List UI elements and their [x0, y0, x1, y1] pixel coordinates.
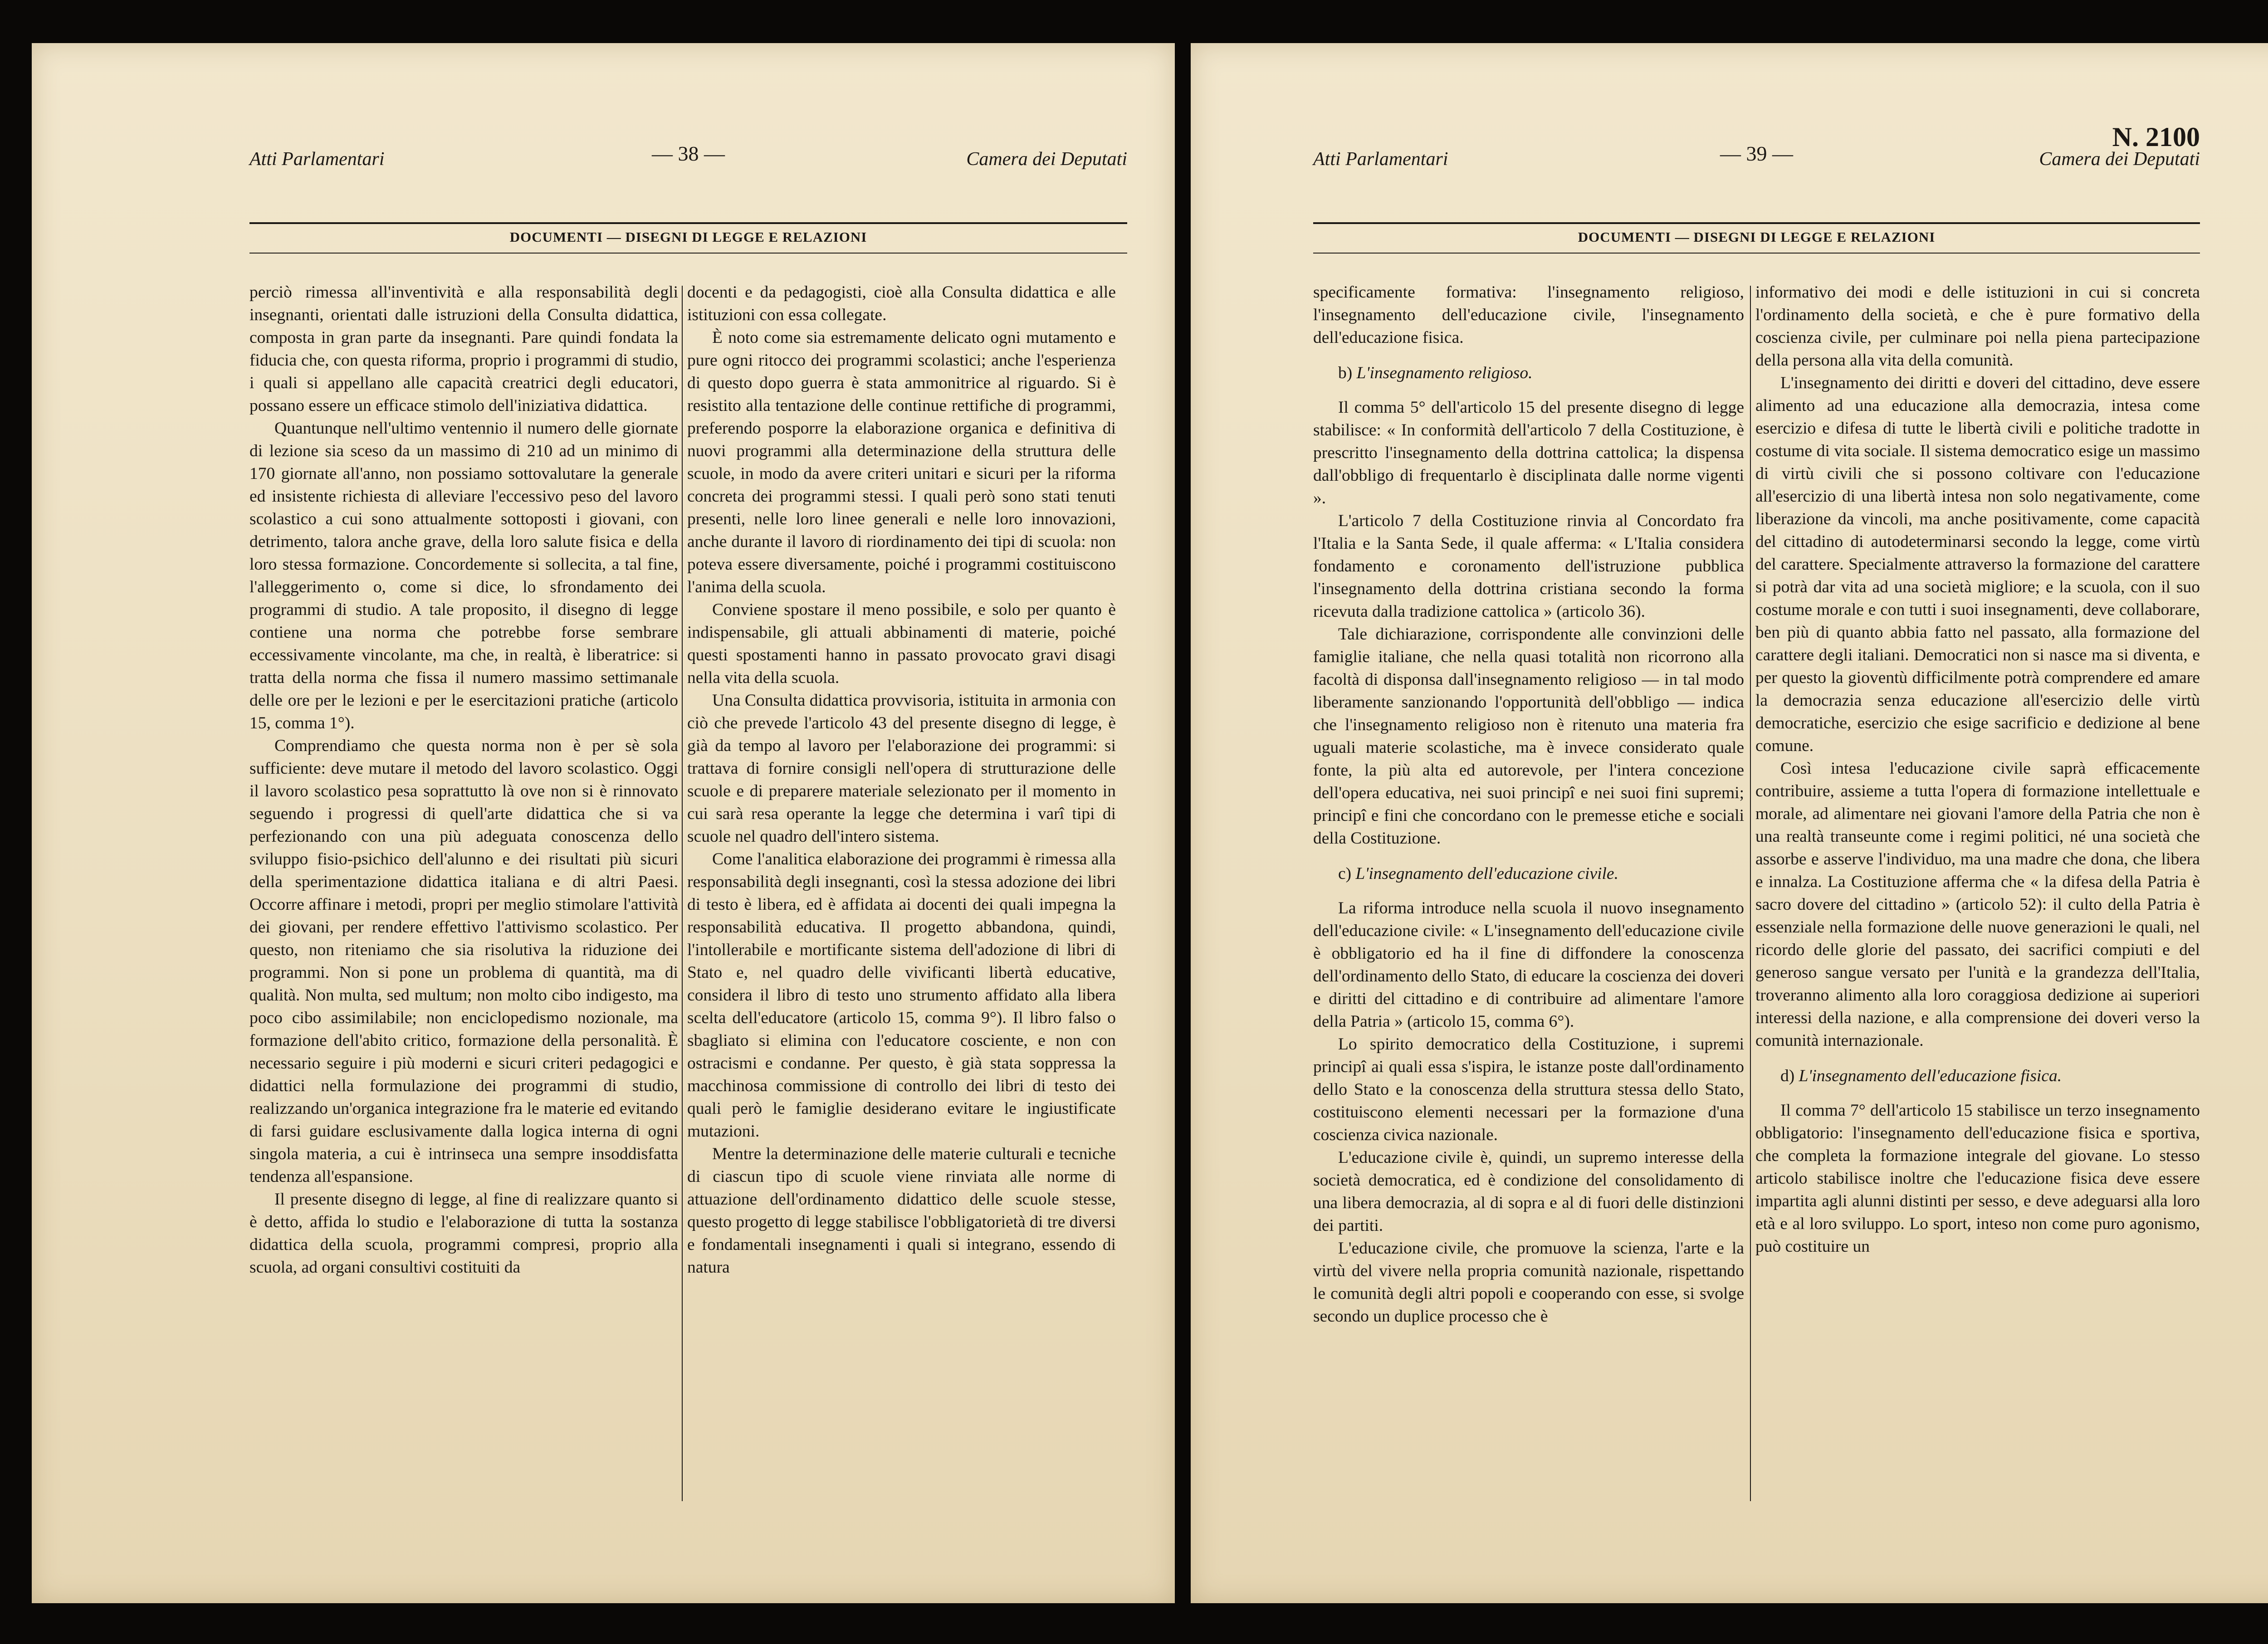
- heading-title: L'insegnamento religioso.: [1356, 364, 1533, 382]
- page-right: [1191, 43, 2268, 1603]
- paragraph: Così intesa l'educazione civile saprà efficacemente contribuire, assieme a tutta l'opera di formazione intellettuale e morale, ad alimentare nei giovani l'amore della Patria che non è una realtà transeunte come i regimi politici, né una società che assorbe e asserve l'individuo, ma una madre che dona, che libera e innalza. La Costituzione afferma che « la difesa della Patria è sacro dovere del cittadino » (articolo 52): il culto della Patria è essenziale nella formazione delle nuove generazioni le quali, nel ricordo delle glorie del passato, dei sacrifici compiuti e del generoso sangue versato per l'unità e la grandezza dell'Italia, troveranno alimento alla loro coraggiosa dedizione ai superiori interessi della nazione, e alla comprensione dei doveri verso la comunità internazionale.: [1755, 759, 2200, 1050]
- paragraph: Tale dichiarazione, corrispondente alle convinzioni delle famiglie italiane, che nella quasi totalità non ricorrono alla facoltà di disponsa dall'insegnamento religioso — in tal modo liberamente sanzionando l'opportunità dell'obbligo — indica che l'insegnamento religioso non è ritenuto una materia fra uguali materie scolastiche, ma è invece considerato quale fonte, la più alta ed autorevole, per l'intera concezione dell'opera educativa, nei suoi principî e nei suoi fini supremi; principî e fini che concordano con le premesse etiche e sociali della Costituzione.: [1313, 625, 1744, 848]
- paragraph: Conviene spostare il meno possibile, e solo per quanto è indispensabile, gli attuali abbinamenti di materie, poiché questi spostamenti hanno in passato provocato gravi disagi nella vita della scuola.: [687, 600, 1116, 687]
- paragraph: Il comma 7° dell'articolo 15 stabilisce un terzo insegnamento obbligatorio: l'insegnamento dell'educazione fisica e sportiva, che completa la formazione integrale del giovane. Lo stesso articolo stabilisce inoltre che l'educazione fisica deve essere impartita agli alunni distinti per sesso, e deve adeguarsi alla loro età e al loro sviluppo. Lo sport, inteso non come puro agonismo, può costituire un: [1755, 1101, 2200, 1256]
- section-heading-b: [1313, 362, 1744, 385]
- paragraph: docenti e da pedagogisti, cioè alla Consulta didattica e alle istituzioni con essa collegate.: [687, 283, 1116, 324]
- heading-title: L'insegnamento dell'educazione fisica.: [1799, 1067, 2062, 1085]
- paragraph: La riforma introduce nella scuola il nuovo insegnamento dell'educazione civile: « L'insegnamento dell'educazione civile è obbligatorio ed ha il fine di diffondere la conoscenza dell'ordinamento dello Stato, di educare la coscienza dei doveri e diritti del cittadino e di contribuire ad alimentare l'amore della Patria » (articolo 15, comma 6°).: [1313, 899, 1744, 1031]
- subheader-rule: [1313, 253, 2200, 254]
- document-number: N. 2100: [2112, 122, 2200, 152]
- header-rule: [1313, 222, 2200, 224]
- text-column-2: [687, 281, 1116, 1279]
- header-camera-dei-deputati: Camera dei Deputati: [2039, 149, 2200, 170]
- paragraph: Come l'analitica elaborazione dei programmi è rimessa alla responsabilità degli insegnanti, così la stessa adozione dei libri di testo è libera, ed è affidata ai docenti dei quali impegna la responsabilità educativa. Il progetto abbandona, quindi, l'intollerabile e mortificante sistema dell'adozione di libri di Stato e, nel quadro delle vivificanti libertà educative, considera il libro di testo uno strumento affidato alla libera scelta dell'educatore (articolo 15, comma 9°). Il libro falso o sbagliato si elimina con l'educatore cosciente, e non con ostracismi e condanne. Per questo, è già stata soppressa la macchinosa commissione di controllo dei libri di testo dei quali però le famiglie desiderano evitare le ingiustificate mutazioni.: [687, 850, 1116, 1141]
- paragraph: Lo spirito democratico della Costituzione, i supremi principî ai quali essa s'ispira, le istanze poste dall'ordinamento dello Stato e la conoscenza della struttura stessa dello Stato, costituiscono elementi necessari per la formazione d'una coscienza civica nazionale.: [1313, 1035, 1744, 1144]
- heading-title: L'insegnamento dell'educazione civile.: [1355, 864, 1618, 883]
- running-header-right: [1313, 122, 2200, 170]
- paragraph: L'articolo 7 della Costituzione rinvia al Concordato fra l'Italia e la Santa Sede, il quale afferma: « L'Italia considera fondamento e coronamento dell'istruzione pubblica l'insegnamento della dottrina cristiana secondo la forma ricevuta dalla tradizione cattolica » (articolo 36).: [1313, 512, 1744, 621]
- section-heading-c: [1313, 863, 1744, 885]
- paragraph: Il presente disegno di legge, al fine di realizzare quanto si è detto, affida lo studio e l'elaborazione di tutta la sostanza didattica della scuola, programmi compresi, proprio alla scuola, ad organi consultivi costituiti da: [249, 1190, 678, 1277]
- header-atti-parlamentari: Atti Parlamentari: [1313, 149, 1448, 170]
- page-number: — 39 —: [1720, 142, 1793, 165]
- page-number: — 38 —: [652, 142, 725, 165]
- paragraph: Comprendiamo che questa norma non è per sè sola sufficiente: deve mutare il metodo del lavoro scolastico. Oggi il lavoro scolastico pesa soprattutto là ove non si è rinnovato seguendo i progressi di quell'arte didattica che si va perfezionando con una più adeguata conoscenza dello sviluppo fisio-psichico dell'alunno e dei risultati più sicuri della sperimentazione didattica italiana e di altri Paesi. Occorre affinare i metodi, propri per meglio stimolare l'attività dei giovani, per rendere effettivo l'attivismo scolastico. Per questo, non riteniamo che sia risolutiva la riduzione dei programmi. Non si pone un problema di quantità, ma di qualità. Non multa, sed multum; non molto cibo indigesto, ma poco cibo assimilabile; non enciclopedismo nozionale, ma formazione dell'abito critico, formazione della personalità. È necessario seguire i più moderni e sicuri criteri pedagogici e didattici nella formulazione dei programmi di studio, realizzando un'organica integrazione fra le materie ed evitando di farsi guidare esclusivamente dalla logica interna di ogni singola materia, a cui è intrinseca una sempre insoddisfatta tendenza all'espansione.: [249, 737, 678, 1186]
- paragraph: perciò rimessa all'inventività e alla responsabilità degli insegnanti, orientati dalle istruzioni della Consulta didattica, composta in gran parte da insegnanti. Pare quindi fondata la fiducia che, con questa riforma, proprio i programmi di studio, i quali si appellano alle capacità creatrici degli educatori, possano essere un efficace stimolo dell'iniziativa didattica.: [249, 283, 678, 415]
- paragraph: Quantunque nell'ultimo ventennio il numero delle giornate di lezione sia sceso da un massimo di 210 ad un minimo di 170 giornate all'anno, non possiamo sottovalutare la generale ed insistente richiesta di alleviare l'eccessivo peso del lavoro scolastico a cui sono attualmente sottoposti i giovani, con detrimento, talora anche grave, della loro salute fisica e della loro stessa formazione. Concordemente si sollecita, a tal fine, l'alleggerimento o, come si dice, lo sfrondamento dei programmi di studio. A tale proposito, il disegno di legge contiene una norma che potrebbe forse sembrare eccessivamente vincolante, ma che, in realtà, è liberatrice: si tratta della norma che fissa il numero massimo settimanale delle ore per le lezioni e per le esercitazioni pratiche (articolo 15, comma 1°).: [249, 419, 678, 732]
- paragraph: L'insegnamento dei diritti e doveri del cittadino, deve essere alimento ad una educazione alla democrazia, intesa come esercizio e difesa di tutte le libertà civili e politiche tradotte in costume di vita sociale. Il sistema democratico esige un massimo di virtù civili che si possono coltivare con l'educazione all'esercizio di una libertà intesa non solo negativamente, come liberazione da vincoli, ma anche positivamente, come capacità del cittadino di autodeterminarsi secondo la legge, come virtù del carattere. Specialmente attraverso la formazione del carattere si potrà dar vita ad una società migliore; e la scuola, con il suo costume morale e con tutti i suoi insegnamenti, deve collaborare, ben più di quanto abbia fatto nel passato, alla formazione del carattere degli italiani. Democratici non si nasce ma si diventa, e per questo la gioventù difficilmente potrà comprendere ed amare la democrazia senza educazione all'esercizio delle virtù democratiche, esercizio che esige sacrificio e dedizione al bene comune.: [1755, 374, 2200, 755]
- running-header-left: [249, 129, 1127, 170]
- section-subheader: DOCUMENTI — DISEGNI DI LEGGE E RELAZIONI: [1578, 229, 1936, 245]
- paragraph: informativo dei modi e delle istituzioni in cui si concreta l'ordinamento della società, e che è pure formativo della coscienza civile, per culminare poi nella piena partecipazione della persona alla vita della comunità.: [1755, 283, 2200, 370]
- paragraph: L'educazione civile è, quindi, un supremo interesse della società democratica, ed è condizione del consolidamento di una libera democrazia, al di sopra e al di fuori delle distinzioni dei partiti.: [1313, 1148, 1744, 1235]
- page-left: [32, 43, 1175, 1603]
- section-heading-d: [1755, 1065, 2200, 1088]
- column-divider: [682, 286, 683, 1501]
- heading-letter: b): [1338, 364, 1353, 382]
- text-column-2: [1755, 281, 2200, 1258]
- paragraph: È noto come sia estremamente delicato ogni mutamento e pure ogni ritocco dei programmi scolastici; anche l'esperienza di questo dopo guerra è stata ammonitrice al riguardo. Si è resistito alla tentazione delle continue rettifiche di programmi, preferendo posporre la elaborazione organica e definitiva di nuovi programmi alla determinazione della struttura delle scuole, in modo da avere criteri unitari e sicuri per la riforma concreta dei programmi stessi. I quali però sono stati tenuti presenti, nelle loro linee generali e nelle loro innovazioni, anche durante il lavoro di riordinamento dei tipi di scuola: non poteva essere diversamente, poiché i programmi costituiscono l'anima della scuola.: [687, 328, 1116, 596]
- column-divider: [1750, 286, 1751, 1501]
- subheader-rule: [249, 253, 1127, 254]
- header-camera-dei-deputati: Camera dei Deputati: [966, 149, 1127, 170]
- paragraph: Mentre la determinazione delle materie culturali e tecniche di ciascun tipo di scuole viene rinviata alle norme di attuazione dell'ordinamento didattico delle scuole stesse, questo progetto di legge stabilisce l'obbligatorietà di tre diversi e fondamentali insegnamenti i quali si integrano, essendo di natura: [687, 1145, 1116, 1277]
- section-subheader: DOCUMENTI — DISEGNI DI LEGGE E RELAZIONI: [509, 229, 867, 245]
- heading-letter: c): [1338, 864, 1352, 883]
- heading-letter: d): [1780, 1067, 1795, 1085]
- header-atti-parlamentari: Atti Parlamentari: [249, 149, 385, 170]
- paragraph: L'educazione civile, che promuove la scienza, l'arte e la virtù del vivere nella propria comunità nazionale, rispettando le comunità degli altri popoli e cooperando con esse, si svolge secondo un duplice processo che è: [1313, 1239, 1744, 1326]
- paragraph: Il comma 5° dell'articolo 15 del presente disegno di legge stabilisce: « In conformità dell'articolo 7 della Costituzione, è prescritto l'insegnamento della dottrina cattolica; la dispensa dall'obbligo di frequentarlo è disciplinata dalle norme vigenti ».: [1313, 398, 1744, 507]
- paragraph: specificamente formativa: l'insegnamento religioso, l'insegnamento dell'educazione civile, l'insegnamento dell'educazione fisica.: [1313, 283, 1744, 347]
- header-rule: [249, 222, 1127, 224]
- text-column-1: [1313, 281, 1744, 1328]
- text-column-1: [249, 281, 678, 1279]
- paragraph: Una Consulta didattica provvisoria, istituita in armonia con ciò che prevede l'articolo 43 del presente disegno di legge, è già da tempo al lavoro per l'elaborazione dei programmi: si trattava di fornire consigli nell'opera di strutturazione delle scuole e di preparere materiale selezionato per il momento in cui sarà resa operante la legge che determina i varî tipi di scuole nel quadro dell'intero sistema.: [687, 691, 1116, 846]
